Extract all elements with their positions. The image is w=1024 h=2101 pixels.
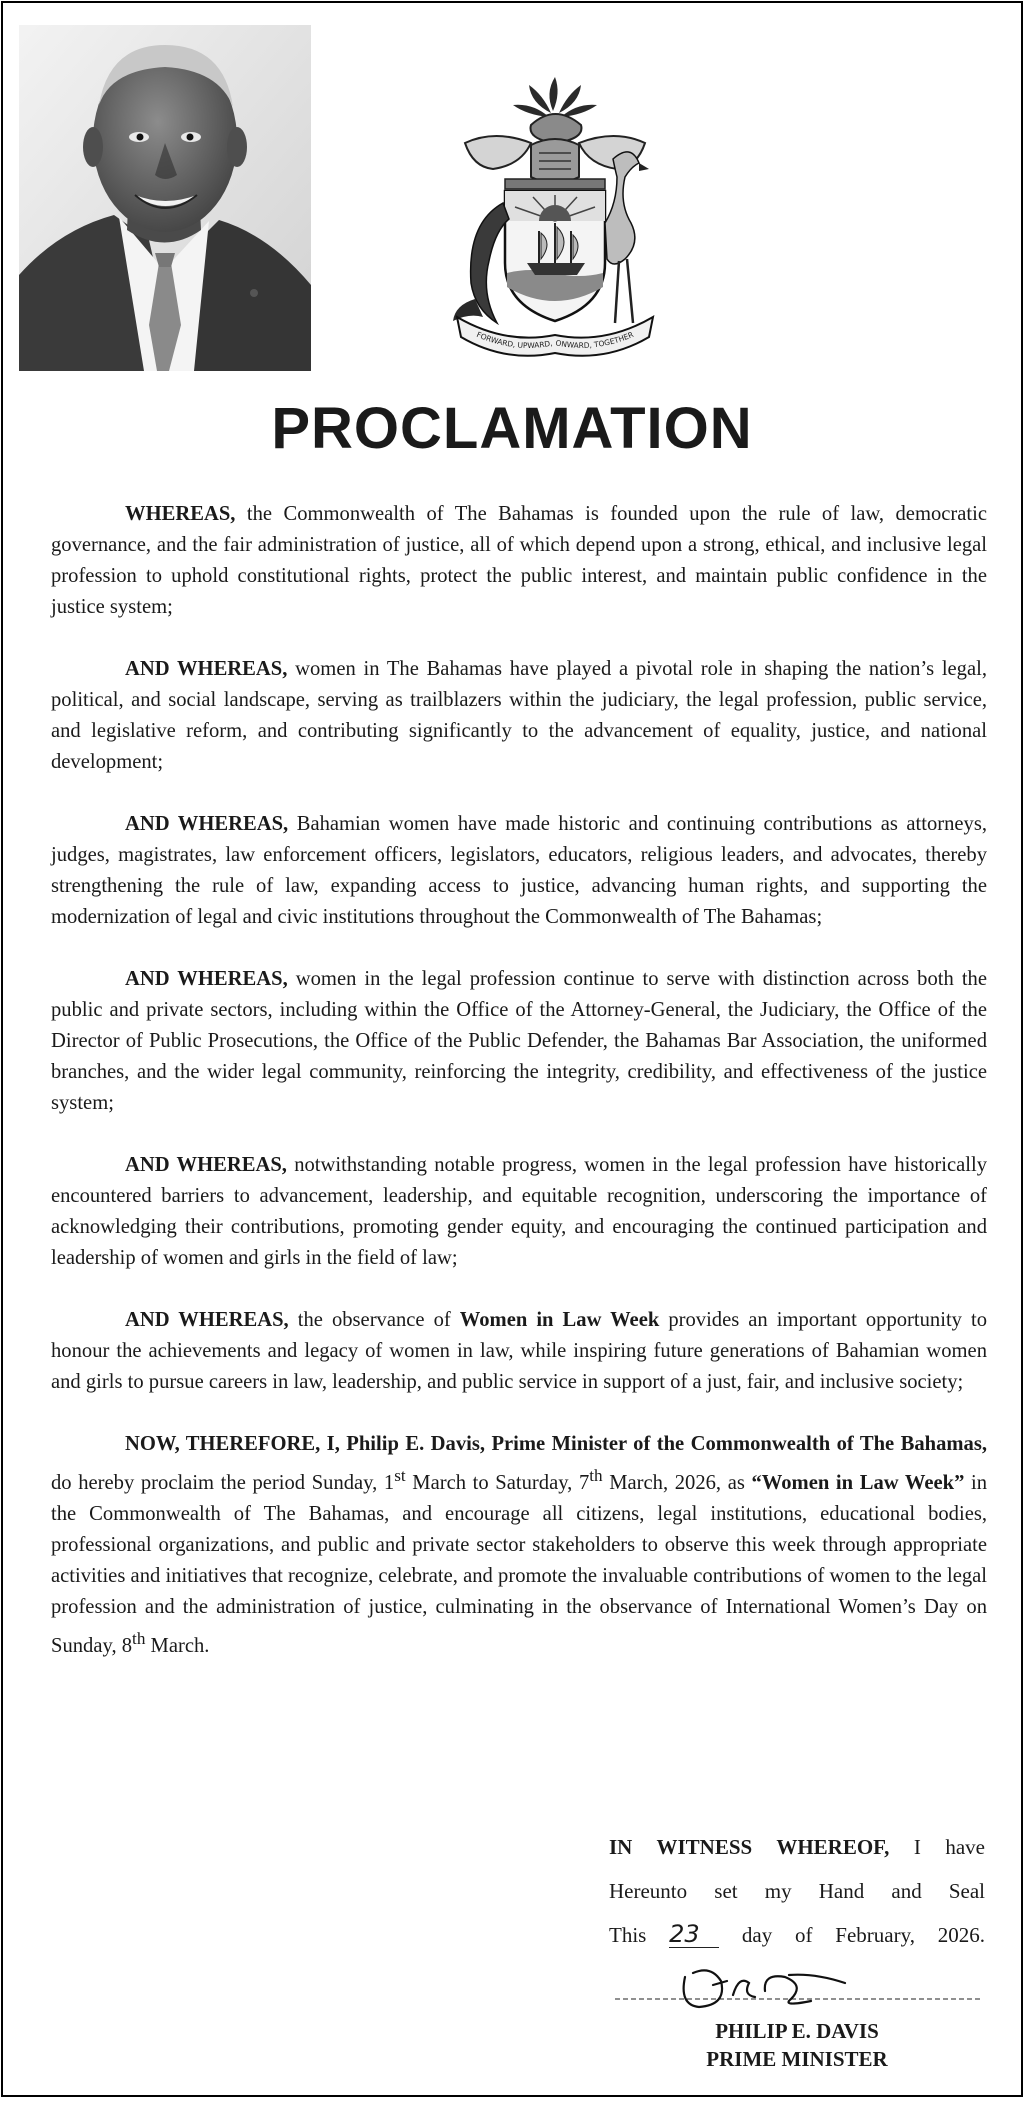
handwritten-signature-icon [615,1955,981,2015]
witness-text: I have [889,1835,985,1859]
ordinal-suffix: th [589,1466,603,1485]
paragraph-lead: AND WHEREAS, [125,813,289,835]
paragraph-lead: AND WHEREAS, [125,968,288,990]
portrait-photo-icon [19,25,311,371]
witness-text: This [609,1923,670,1947]
paragraph-text: do hereby proclaim the period Sunday, 1 [51,1471,395,1494]
signer-name: PHILIP E. DAVIS [715,2019,879,2043]
witness-heading: IN WITNESS WHEREOF, [609,1835,890,1859]
ordinal-suffix: st [394,1466,406,1485]
signer-block [609,2017,985,2073]
witness-block [609,1825,985,1957]
paragraph-text: March, 2026, as [602,1471,752,1494]
proclamation-page [1,1,1023,2097]
whereas-paragraph-4 [51,964,987,1119]
paragraph-text: Bahamian women have made historic and continuing contributions as attorneys, judges, magistrates, law enforcement officers, legislators, educators, religious leaders, and advocates, thereby strengthening the rule of law, expanding access to justice, advancing human rights, and supporting the modernization of legal and civic institutions throughout the Commonwealth of The Bahamas; [51,813,988,928]
paragraph-lead: AND WHEREAS, [125,658,288,680]
whereas-paragraph-5 [51,1150,987,1274]
week-name: “Women in Law Week” [751,1471,965,1494]
handwritten-day: 23 [669,1921,719,1948]
proclamation-paragraph [51,1429,987,1662]
ordinal-suffix: th [132,1628,146,1648]
paragraph-lead: WHEREAS, [125,503,236,525]
paragraph-text: the observance of [288,1309,460,1331]
page-title: PROCLAMATION [271,396,753,461]
paragraph-text: March to Saturday, 7 [405,1471,590,1494]
witness-line-1 [609,1825,985,1869]
paragraph-lead: AND WHEREAS, [125,1154,287,1176]
whereas-paragraph-3 [51,809,987,933]
coat-of-arms-icon [435,73,675,365]
week-name: Women in Law Week [459,1309,660,1331]
signer-role: PRIME MINISTER [706,2047,888,2071]
paragraph-text: March. [145,1634,210,1657]
paragraph-text: notwithstanding notable progress, women in the legal profession have historically encountered barriers to advancement, leadership, and equitable recognition, underscoring the importance of acknowledging their contributions, promoting gender equity, and encouraging the continued participation and leadership of women and girls in the field of law; [51,1154,987,1269]
whereas-paragraph-1 [51,499,987,623]
proclamation-body [51,499,987,1693]
paragraph-lead: NOW, THEREFORE, I, Philip E. Davis, Prime Minister of the Commonwealth of The Bahamas, [125,1433,987,1455]
witness-text: day of February, 2026. [719,1923,985,1947]
bahamas-coat-of-arms [435,73,675,365]
paragraph-lead: AND WHEREAS, [125,1309,289,1331]
paragraph-text: provides an important opportunity to honour the achievements and legacy of women in law, while inspiring future generations of Bahamian women and girls to pursue careers in law, leadership, and public service in support of a just, fair, and inclusive society; [51,1309,988,1393]
signature-line [615,1955,981,2015]
witness-line-2: Hereunto set my Hand and Seal [609,1879,985,1903]
paragraph-text: the Commonwealth of The Bahamas is founded upon the rule of law, democratic governance, and the fair administration of justice, all of which depend upon a strong, ethical, and inclusive legal profession to uphold constitutional rights, protect the public interest, and maintain public confidence in the justice system; [51,503,987,618]
paragraph-text: women in the legal profession continue to serve with distinction across both the public and private sectors, including within the Office of the Attorney-General, the Judiciary, the Office of the Director of Public Prosecutions, the Office of the Public Defender, the Bahamas Bar Association, the uniformed branches, and the wider legal community, reinforcing the integrity, credibility, and effectiveness of the justice system; [51,968,987,1114]
paragraph-text: in the Commonwealth of The Bahamas, and encourage all citizens, legal institutions, educational bodies, professional organizations, and public and private sector stakeholders to observe this week through appropriate activities and initiatives that recognize, celebrate, and promote the invaluable contributions of women to the legal profession and the administration of justice, culminating in the observance of International Women’s Day on Sunday, 8 [51,1471,988,1657]
whereas-paragraph-6 [51,1305,987,1398]
prime-minister-portrait [19,25,311,371]
crest-motto: FORWARD, UPWARD, ONWARD, TOGETHER [475,329,635,350]
paragraph-text: women in The Bahamas have played a pivotal role in shaping the nation’s legal, political, and social landscape, serving as trailblazers within the judiciary, the legal profession, public service, and legislative reform, and contributing significantly to the advancement of equality, justice, and national development; [51,658,987,773]
whereas-paragraph-2 [51,654,987,778]
witness-line-3 [609,1913,985,1957]
